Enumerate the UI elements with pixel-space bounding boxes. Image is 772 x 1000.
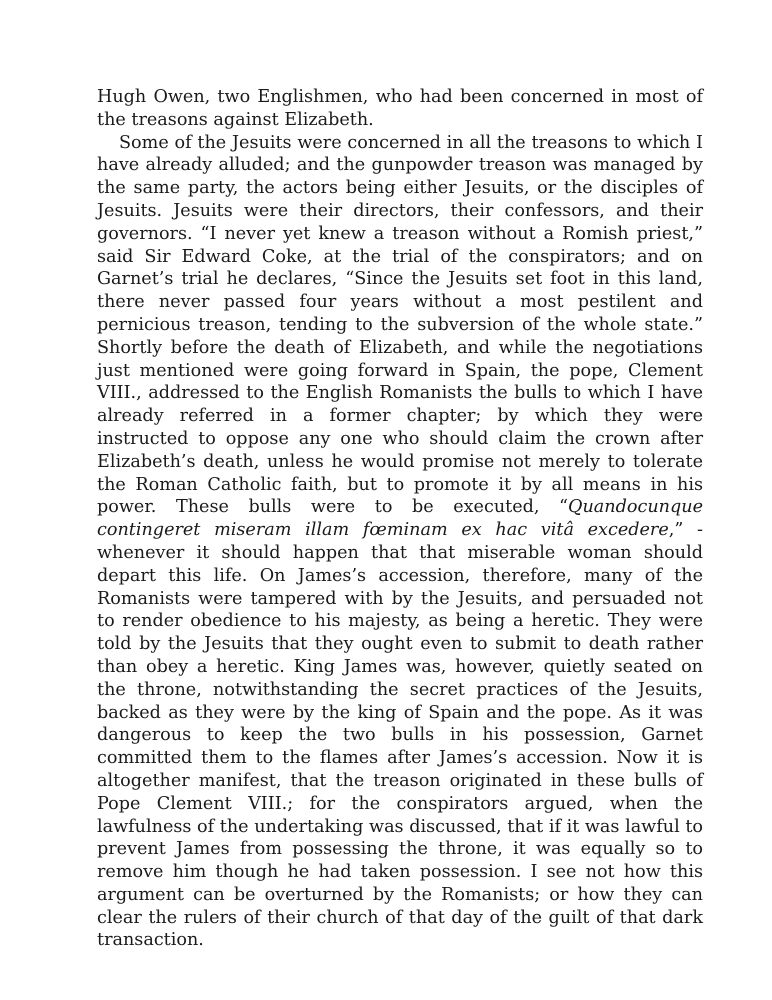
paragraph-continuation: Hugh Owen, two Englishmen, who had been concerned in most of the treasons against Elizabeth. <box>97 87 703 130</box>
paragraph-jesuits-treasons <box>97 132 703 953</box>
page-body <box>97 86 703 952</box>
paragraph-text-before-latin: Some of the Jesuits were concerned in all the treasons to which I have already alluded; and the gunpowder treason was managed by the same party, the actors being either Jesuits, or the disciples of Jesuits. Jesuits were their directors, their confessors, and their governors. “I never yet knew a treason without a Romish priest,” said Sir Edward Coke, at the trial of the conspirators; and on Garnet’s trial he declares, “Since the Jesuits set foot in this land, there never passed four years without a most pestilent and pernicious treason, tending to the subversion of the whole state.” Shortly before the death of Elizabeth, and while the negotiations just mentioned were going forward in Spain, the pope, Clement VIII., addressed to the English Romanists the bulls to which I have already referred in a former chapter; by which they were instructed to oppose any one who should claim the crown after Elizabeth’s death, unless he would promise not merely to tolerate the Roman Catholic faith, but to promote it by all means in his power. These bulls were to be executed, “ <box>97 132 703 518</box>
paragraph-text-after-latin: ,” - whenever it should happen that that miserable woman should depart this life. On James’s accession, therefore, many of the Romanists were tampered with by the Jesuits, and persuaded not to render obedience to his majesty, as being a heretic. They were told by the Jesuits that they ought even to submit to death rather than obey a heretic. King James was, however, quietly seated on the throne, notwithstanding the secret practices of the Jesuits, backed as they were by the king of Spain and the pope. As it was dangerous to keep the two bulls in his possession, Garnet committed them to the flames after James’s accession. Now it is altogether manifest, that the treason originated in these bulls of Pope Clement VIII.; for the conspirators argued, when the lawfulness of the undertaking was discussed, that if it was lawful to prevent James from possessing the throne, it was equally so to remove him though he had taken possession. I see not how this argument can be overturned by the Romanists; or how they can clear the rulers of their church of that day of the guilt of that dark transaction. <box>97 520 704 951</box>
latin-quotation: Quandocunque contingeret miseram illam fœminam ex hac vitâ excedere <box>97 497 703 541</box>
